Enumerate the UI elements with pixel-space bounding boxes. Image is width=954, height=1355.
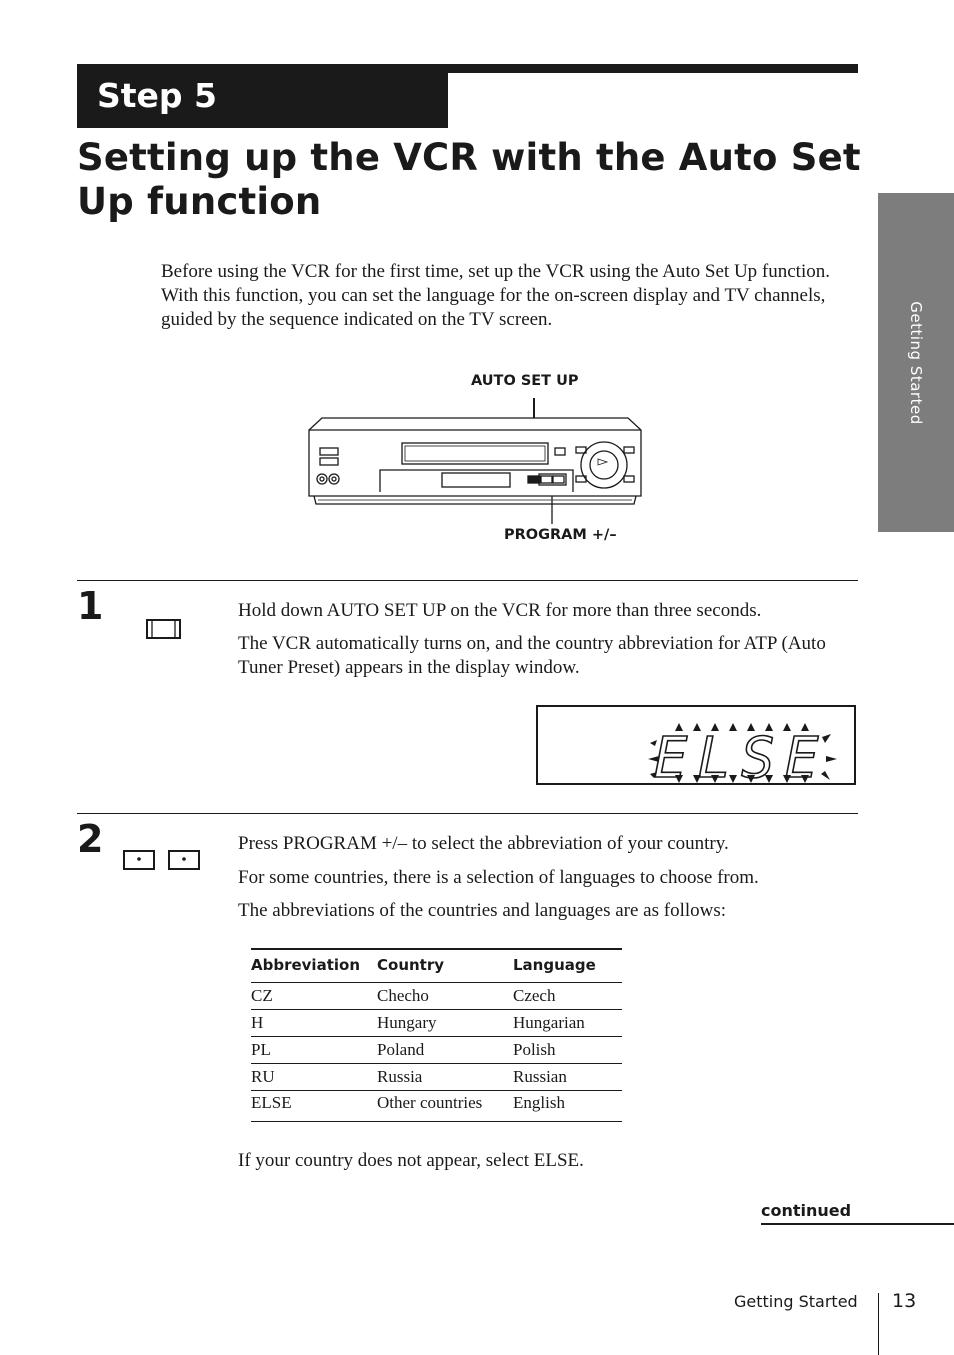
table-row — [251, 1037, 622, 1064]
callout-auto-set-up: AUTO SET UP — [471, 373, 579, 389]
table-row — [251, 983, 622, 1010]
button-icon — [143, 617, 183, 641]
footer-divider — [878, 1293, 879, 1355]
page-number: 13 — [892, 1290, 917, 1312]
table-row — [251, 1010, 622, 1037]
step-2-number: 2 — [77, 817, 104, 861]
callout-program: PROGRAM +/– — [504, 527, 617, 543]
table-cell: Other countries — [377, 1093, 483, 1112]
table-cell: Russian — [513, 1067, 567, 1086]
table-header-cell: Country — [377, 956, 445, 974]
intro-paragraph: Before using the VCR for the first time, set up the VCR using the Auto Set Up function. With this function, you can set the language for the on-screen display and TV channels, guided by the sequence indicated on the TV screen. — [161, 261, 830, 330]
continued-label: continued — [761, 1201, 852, 1220]
step-2-line-3: The abbreviations of the countries and languages are as follows: — [238, 900, 727, 921]
table-cell: Poland — [377, 1040, 425, 1059]
table-cell: CZ — [251, 986, 273, 1005]
continued-rule — [761, 1223, 954, 1225]
table-header-row — [251, 948, 622, 983]
table-cell: English — [513, 1093, 565, 1112]
footer-section-name: Getting Started — [734, 1292, 858, 1311]
table-cell: Hungary — [377, 1013, 437, 1032]
country-table — [251, 948, 622, 1122]
step-2-line-1: Press PROGRAM +/– to select the abbreviation of your country. — [238, 833, 729, 854]
section-tab-label: Getting Started — [907, 300, 925, 425]
table-cell: ELSE — [251, 1093, 292, 1112]
step-2-footnote: If your country does not appear, select ELSE. — [238, 1150, 584, 1171]
program-buttons-icon — [120, 848, 206, 874]
step-1-line-1: Hold down AUTO SET UP on the VCR for more than three seconds. — [238, 600, 762, 621]
table-row — [251, 1064, 622, 1091]
table-cell: Polish — [513, 1040, 556, 1059]
table-cell: Russia — [377, 1067, 423, 1086]
table-header-cell: Language — [513, 956, 596, 974]
step-label: Step 5 — [97, 76, 217, 115]
display-text: ELSE — [653, 726, 829, 783]
step-1-divider — [77, 580, 858, 581]
step-2-line-2: For some countries, there is a selection of languages to choose from. — [238, 867, 759, 888]
table-cell: PL — [251, 1040, 271, 1059]
section-tab — [878, 193, 954, 532]
page-title: Setting up the VCR with the Auto Set Up function — [77, 136, 861, 223]
vcr-illustration — [300, 395, 650, 527]
step-1-line-2: The VCR automatically turns on, and the country abbreviation for ATP (Auto Tuner Preset) appears in the display window. — [238, 633, 826, 678]
table-cell: RU — [251, 1067, 275, 1086]
display-window — [536, 705, 856, 785]
step-2-divider — [77, 813, 858, 814]
table-cell: Czech — [513, 986, 556, 1005]
table-row — [251, 1091, 622, 1122]
table-header-cell: Abbreviation — [251, 956, 360, 974]
table-cell: Hungarian — [513, 1013, 585, 1032]
table-cell: H — [251, 1013, 264, 1032]
step-1-number: 1 — [77, 584, 104, 628]
table-cell: Checho — [377, 986, 429, 1005]
display-readout — [538, 707, 854, 783]
